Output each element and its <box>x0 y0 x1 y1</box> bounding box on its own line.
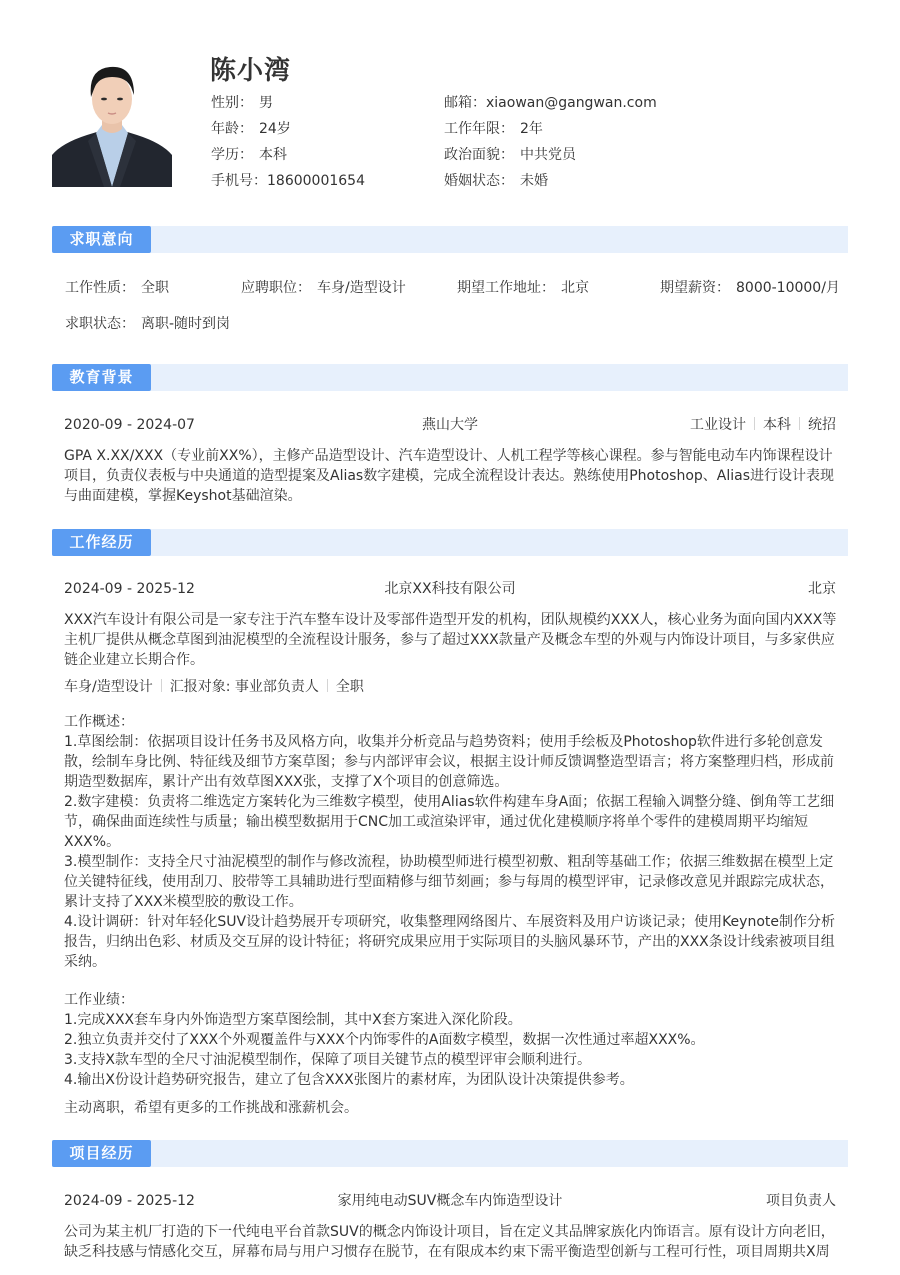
section-title: 项目经历 <box>52 1140 151 1167</box>
leave-reason-text: 主动离职，希望有更多的工作挑战和涨薪机会。 <box>64 1100 358 1116</box>
section-job-intent <box>52 226 848 253</box>
info-gender <box>211 93 365 119</box>
intent-value: 8000-10000/月 <box>736 280 840 296</box>
section-work <box>52 529 848 556</box>
divider <box>327 679 328 692</box>
section-project <box>52 1140 848 1167</box>
intent-value: 全职 <box>141 280 169 296</box>
education-major: 工业设计 <box>690 417 746 433</box>
intent-label: 求职状态： <box>65 316 135 332</box>
education-school: 燕山大学 <box>422 417 478 433</box>
avatar-photo <box>52 55 172 187</box>
education-description <box>64 446 839 506</box>
intent-label: 期望薪资： <box>660 280 730 296</box>
intent-row-2 <box>65 314 840 334</box>
basic-info-right <box>444 93 657 197</box>
info-label: 邮箱： <box>444 95 486 111</box>
divider <box>799 417 800 430</box>
divider <box>754 417 755 430</box>
info-value: 男 <box>259 95 273 111</box>
info-email <box>444 93 657 119</box>
info-value: 未婚 <box>520 173 548 189</box>
overview-item: 4.设计调研：针对年轻化SUV设计趋势展开专项研究，收集整理网络图片、车展资料及用户访谈记录；使用Keynote制作分析报告，归纳出色彩、材质及交互屏的设计特征；将研究成果应用于实际项目的头脑风暴环节，产出的XXX条设计线索被项目组采纳。 <box>64 914 835 970</box>
info-label: 年龄： <box>211 121 253 137</box>
project-description <box>64 1222 839 1262</box>
achievement-item: 1.完成XXX套车身内外饰造型方案草图绘制，其中X套方案进入深化阶段。 <box>64 1012 522 1028</box>
info-label: 性别： <box>211 95 253 111</box>
section-title: 工作经历 <box>52 529 151 556</box>
education-entry-header <box>64 415 836 435</box>
achievement-item: 2.独立负责并交付了XXX个外观覆盖件与XXX个内饰零件的A面数字模型，数据一次性通过率超XXX%。 <box>64 1032 705 1048</box>
intent-position <box>241 278 406 298</box>
work-tag-position: 车身/造型设计 <box>64 679 153 695</box>
intent-work-type <box>65 278 169 298</box>
work-tag-type: 全职 <box>335 679 364 695</box>
intent-label: 应聘职位： <box>241 280 311 296</box>
work-company-description <box>64 610 839 670</box>
intent-value: 离职-随时到岗 <box>141 316 231 332</box>
info-label: 工作年限： <box>444 121 514 137</box>
work-leave-reason <box>64 1098 839 1118</box>
work-tag-report-to: 汇报对象: 事业部负责人 <box>169 679 319 695</box>
info-work-years <box>444 119 657 145</box>
overview-item: 1.草图绘制：依据项目设计任务书及风格方向，收集并分析竞品与趋势资料；使用手绘板及Photoshop软件进行多轮创意发散，绘制车身比例、特征线及细节方案草图；参与内部评审会议，根据主设计师反馈调整造型语言；将方案整理归档，形成前期造型数据库，累计产出有效草图XXX张，支撑了X个项目的创意筛选。 <box>64 734 834 790</box>
project-date: 2024-09 - 2025-12 <box>64 1193 195 1209</box>
intent-value: 北京 <box>561 280 589 296</box>
intent-salary <box>660 278 840 298</box>
work-tags <box>64 677 364 697</box>
info-label: 政治面貌： <box>444 147 514 163</box>
overview-item: 3.模型制作：支持全尺寸油泥模型的制作与修改流程，协助模型师进行模型初敷、粗刮等基础工作；依据三维数据在模型上定位关键特征线，使用刮刀、胶带等工具辅助进行型面精修与细节刻画；参与每周的模型评审，记录修改意见并跟踪完成状态，累计支持了XXX米模型胶的敷设工作。 <box>64 854 834 910</box>
info-value: 18600001654 <box>267 173 365 189</box>
work-company: 北京XX科技有限公司 <box>384 581 516 597</box>
divider <box>161 679 162 692</box>
achievement-item: 3.支持X款车型的全尺寸油泥模型制作，保障了项目关键节点的模型评审会顺利进行。 <box>64 1052 591 1068</box>
achievement-item: 4.输出X份设计趋势研究报告，建立了包含XXX张图片的素材库，为团队设计决策提供参考。 <box>64 1072 634 1088</box>
info-education <box>211 145 365 171</box>
project-name: 家用纯电动SUV概念车内饰造型设计 <box>337 1193 563 1209</box>
company-description-text: XXX汽车设计有限公司是一家专注于汽车整车设计及零部件造型开发的机构，团队规模约XXX人，核心业务为面向国内XXX等主机厂提供从概念草图到油泥模型的全流程设计服务，参与了超过XXX款量产及概念车型的外观与内饰设计项目，与多家供应链企业建立长期合作。 <box>64 612 837 668</box>
work-achievements <box>64 990 839 1090</box>
education-degree: 本科 <box>763 417 791 433</box>
education-date: 2020-09 - 2024-07 <box>64 417 195 433</box>
intent-label: 期望工作地址： <box>457 280 555 296</box>
overview-item: 2.数字建模：负责将二维选定方案转化为三维数字模型，使用Alias软件构建车身A面；依据工程输入调整分缝、倒角等工艺细节，确保曲面连续性与质量；输出模型数据用于CNC加工或渲染评审，通过优化建模顺序将单个零件的建模周期平均缩短XXX%。 <box>64 794 835 850</box>
project-entry-header <box>64 1191 836 1211</box>
basic-info-left <box>211 93 365 197</box>
overview-title: 工作概述： <box>64 714 134 730</box>
portrait-icon <box>52 55 172 187</box>
info-value: 24岁 <box>259 121 291 137</box>
resume-header <box>52 50 848 190</box>
work-overview <box>64 712 839 972</box>
info-label: 手机号： <box>211 173 267 189</box>
intent-status <box>65 314 230 334</box>
project-role: 项目负责人 <box>766 1193 836 1209</box>
education-description-text: GPA X.XX/XXX（专业前XX%），主修产品造型设计、汽车造型设计、人机工程学等核心课程。参与智能电动车内饰课程设计项目，负责仪表板与中央通道的造型提案及Alias数字建模，完成全流程设计表达。熟练使用Photoshop、Alias进行设计表现与曲面建模，掌握Keyshot基础渲染。 <box>64 448 835 504</box>
intent-label: 工作性质： <box>65 280 135 296</box>
work-city: 北京 <box>808 581 836 597</box>
education-enrollment: 统招 <box>808 417 836 433</box>
section-title: 求职意向 <box>52 226 151 253</box>
work-date: 2024-09 - 2025-12 <box>64 581 195 597</box>
project-description-text: 公司为某主机厂打造的下一代纯电平台首款SUV的概念内饰设计项目，旨在定义其品牌家族化内饰语言。原有设计方向老旧，缺乏科技感与情感化交互，屏幕布局与用户习惯存在脱节，在有限成本约束下需平衡造型创新与工程可行性，项目周期共X周 <box>64 1224 835 1260</box>
section-education <box>52 364 848 391</box>
work-entry-header <box>64 579 836 599</box>
info-age <box>211 119 365 145</box>
info-value: 本科 <box>259 147 287 163</box>
info-value: xiaowan@gangwan.com <box>486 95 657 111</box>
info-value: 中共党员 <box>520 147 576 163</box>
info-phone <box>211 171 365 197</box>
info-political <box>444 145 657 171</box>
intent-value: 车身/造型设计 <box>317 280 406 296</box>
section-title: 教育背景 <box>52 364 151 391</box>
info-marital <box>444 171 657 197</box>
info-label: 学历： <box>211 147 253 163</box>
info-value: 2年 <box>520 121 543 137</box>
intent-location <box>457 278 589 298</box>
achievements-title: 工作业绩： <box>64 992 134 1008</box>
candidate-name: 陈小湾 <box>210 56 292 86</box>
info-label: 婚姻状态： <box>444 173 514 189</box>
education-tags <box>690 415 836 435</box>
intent-row-1 <box>65 278 840 298</box>
